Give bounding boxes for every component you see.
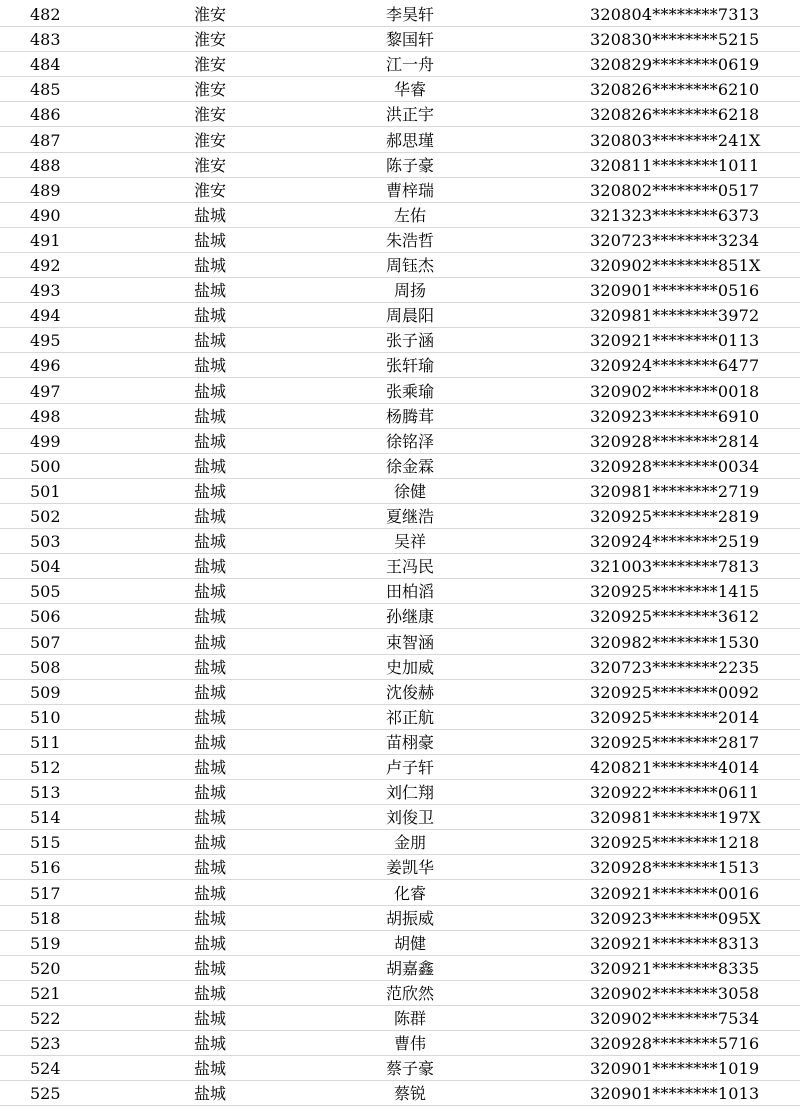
- row-number: 486: [30, 105, 61, 125]
- row-number: 487: [30, 130, 61, 150]
- table-row: [0, 579, 800, 604]
- row-name: 刘俊卫: [385, 808, 434, 828]
- table-row: [0, 604, 800, 629]
- row-name: 张乘瑜: [385, 381, 434, 401]
- row-city: 盐城: [193, 331, 226, 351]
- row-id-number: 320902********3058: [590, 983, 760, 1003]
- row-number: 504: [30, 557, 61, 577]
- row-number: 484: [30, 55, 61, 75]
- row-number: 492: [30, 256, 61, 275]
- row-id-number: 320804********7313: [590, 5, 760, 24]
- table-row: [0, 153, 800, 178]
- row-id-number: 320829********0619: [590, 55, 760, 75]
- row-id-number: 320925********2014: [590, 707, 760, 727]
- row-name: 夏继浩: [385, 507, 434, 526]
- table-row: [0, 278, 800, 303]
- table-row: [0, 504, 800, 529]
- row-city: 盐城: [193, 833, 226, 853]
- row-name: 范欣然: [385, 983, 434, 1003]
- row-id-number: 320924********6477: [590, 356, 760, 376]
- row-id-number: 320981********3972: [590, 306, 760, 326]
- row-city: 盐城: [193, 682, 226, 702]
- row-name: 黎国轩: [385, 30, 434, 50]
- row-name: 张轩瑜: [385, 356, 434, 376]
- row-id-number: 320826********6210: [590, 80, 760, 100]
- row-number: 488: [30, 155, 61, 175]
- row-city: 盐城: [193, 607, 226, 627]
- table-row: [0, 77, 800, 102]
- row-id-number: 320802********0517: [590, 180, 760, 200]
- row-name: 郝思瑾: [385, 130, 434, 150]
- row-id-number: 320803********241X: [590, 130, 761, 150]
- row-number: 518: [30, 908, 61, 928]
- row-number: 498: [30, 406, 61, 426]
- table-row: [0, 454, 800, 479]
- table-row: [0, 780, 800, 805]
- row-id-number: 320925********0092: [590, 682, 760, 702]
- row-id-number: 320923********6910: [590, 406, 760, 426]
- row-city: 盐城: [193, 983, 226, 1003]
- table-row: [0, 931, 800, 956]
- row-city: 盐城: [193, 858, 226, 878]
- row-name: 周扬: [393, 281, 426, 301]
- row-id-number: 320925********1218: [590, 833, 760, 853]
- row-city: 淮安: [193, 55, 226, 75]
- row-id-number: 321323********6373: [590, 205, 760, 225]
- table-row: [0, 1006, 800, 1031]
- row-city: 淮安: [193, 5, 226, 24]
- table-row: [0, 228, 800, 253]
- row-id-number: 320922********0611: [590, 783, 760, 803]
- row-name: 陈子豪: [385, 155, 434, 175]
- table-row: [0, 27, 800, 52]
- row-name: 祁正航: [385, 707, 434, 727]
- row-number: 499: [30, 431, 61, 451]
- row-id-number: 320923********095X: [590, 908, 761, 928]
- row-name: 王冯民: [385, 557, 434, 577]
- row-id-number: 320928********0034: [590, 456, 760, 476]
- row-name: 姜凯华: [385, 858, 434, 878]
- row-number: 514: [30, 808, 61, 828]
- row-name: 田柏滔: [385, 582, 434, 602]
- row-name: 孙继康: [385, 607, 434, 627]
- row-city: 盐城: [193, 356, 226, 376]
- row-city: 盐城: [193, 657, 226, 677]
- row-number: 512: [30, 758, 61, 777]
- row-city: 盐城: [193, 883, 226, 903]
- row-city: 盐城: [193, 431, 226, 451]
- row-number: 490: [30, 205, 61, 225]
- row-city: 盐城: [193, 230, 226, 250]
- row-number: 500: [30, 456, 61, 476]
- row-city: 盐城: [193, 1084, 226, 1104]
- row-number: 513: [30, 783, 61, 803]
- table-row: [0, 479, 800, 504]
- row-name: 刘仁翔: [385, 783, 434, 803]
- row-city: 盐城: [193, 507, 226, 526]
- row-name: 徐健: [393, 481, 426, 501]
- row-city: 盐城: [193, 582, 226, 602]
- table-row: [0, 881, 800, 906]
- row-name: 蔡锐: [393, 1084, 426, 1104]
- row-id-number: 320925********1415: [590, 582, 760, 602]
- row-id-number: 320924********2519: [590, 532, 760, 552]
- row-name: 史加威: [385, 657, 434, 677]
- row-city: 淮安: [193, 30, 226, 50]
- table-row: [0, 1056, 800, 1081]
- row-id-number: 320902********7534: [590, 1009, 760, 1028]
- row-city: 盐城: [193, 406, 226, 426]
- row-city: 盐城: [193, 1034, 226, 1054]
- row-city: 盐城: [193, 758, 226, 777]
- table-row: [0, 2, 800, 27]
- row-name: 周晨阳: [385, 306, 434, 326]
- row-name: 徐铭泽: [385, 431, 434, 451]
- row-city: 盐城: [193, 256, 226, 275]
- table-row: [0, 128, 800, 153]
- row-name: 江一舟: [385, 55, 434, 75]
- row-name: 沈俊赫: [385, 682, 434, 702]
- table-row: [0, 203, 800, 228]
- row-city: 盐城: [193, 908, 226, 928]
- row-number: 524: [30, 1059, 61, 1079]
- row-city: 盐城: [193, 205, 226, 225]
- row-number: 485: [30, 80, 61, 100]
- table-row: [0, 1031, 800, 1056]
- row-number: 508: [30, 657, 61, 677]
- row-number: 503: [30, 532, 61, 552]
- row-number: 511: [30, 732, 61, 752]
- table-row: [0, 353, 800, 378]
- row-id-number: 320901********1019: [590, 1059, 760, 1079]
- row-city: 盐城: [193, 707, 226, 727]
- table-row: [0, 379, 800, 404]
- row-city: 盐城: [193, 783, 226, 803]
- row-number: 493: [30, 281, 61, 301]
- row-city: 盐城: [193, 632, 226, 652]
- table-row: [0, 178, 800, 203]
- row-name: 金朋: [393, 833, 426, 853]
- row-id-number: 320928********5716: [590, 1034, 760, 1054]
- row-id-number: 320826********6218: [590, 105, 760, 125]
- table-row: [0, 981, 800, 1006]
- table-row: [0, 956, 800, 981]
- row-city: 盐城: [193, 532, 226, 552]
- row-number: 522: [30, 1009, 61, 1028]
- row-number: 509: [30, 682, 61, 702]
- row-id-number: 320921********8313: [590, 933, 760, 953]
- row-name: 华睿: [393, 80, 426, 100]
- row-id-number: 320723********2235: [590, 657, 760, 677]
- row-city: 淮安: [193, 80, 226, 100]
- row-number: 519: [30, 933, 61, 953]
- table-row: [0, 630, 800, 655]
- row-number: 510: [30, 707, 61, 727]
- row-name: 洪正宇: [385, 105, 434, 125]
- table-row: [0, 855, 800, 880]
- row-city: 盐城: [193, 306, 226, 326]
- table-row: [0, 253, 800, 278]
- row-id-number: 320928********1513: [590, 858, 760, 878]
- row-name: 朱浩哲: [385, 230, 434, 250]
- row-name: 苗栩豪: [385, 732, 434, 752]
- row-number: 482: [30, 5, 61, 24]
- row-id-number: 320928********2814: [590, 431, 760, 451]
- row-city: 淮安: [193, 130, 226, 150]
- row-id-number: 320981********197X: [590, 808, 761, 828]
- table-row: [0, 404, 800, 429]
- row-name: 周钰杰: [385, 256, 434, 275]
- table-row: [0, 805, 800, 830]
- table-row: [0, 328, 800, 353]
- row-name: 张子涵: [385, 331, 434, 351]
- row-name: 李昊轩: [385, 5, 434, 24]
- table-row: [0, 680, 800, 705]
- row-number: 501: [30, 481, 61, 501]
- row-city: 盐城: [193, 456, 226, 476]
- row-number: 525: [30, 1084, 61, 1104]
- row-name: 陈群: [393, 1009, 426, 1028]
- table-row: [0, 830, 800, 855]
- row-number: 505: [30, 582, 61, 602]
- row-name: 左佑: [393, 205, 426, 225]
- row-name: 化睿: [393, 883, 426, 903]
- row-id-number: 320921********0016: [590, 883, 760, 903]
- row-city: 淮安: [193, 105, 226, 125]
- row-number: 495: [30, 331, 61, 351]
- row-name: 卢子轩: [385, 758, 434, 777]
- row-number: 506: [30, 607, 61, 627]
- row-id-number: 320811********1011: [590, 155, 760, 175]
- row-number: 520: [30, 958, 61, 978]
- row-number: 523: [30, 1034, 61, 1054]
- row-city: 盐城: [193, 808, 226, 828]
- row-id-number: 320981********2719: [590, 481, 760, 501]
- row-name: 胡健: [393, 933, 426, 953]
- row-id-number: 320925********2819: [590, 507, 760, 526]
- table-row: [0, 755, 800, 780]
- table-row: [0, 529, 800, 554]
- row-city: 淮安: [193, 155, 226, 175]
- row-city: 盐城: [193, 381, 226, 401]
- row-id-number: 320723********3234: [590, 230, 760, 250]
- table-row: [0, 429, 800, 454]
- row-id-number: 320925********3612: [590, 607, 760, 627]
- row-city: 盐城: [193, 557, 226, 577]
- row-id-number: 420821********4014: [590, 758, 760, 777]
- row-id-number: 320830********5215: [590, 30, 760, 50]
- table-row: [0, 554, 800, 579]
- row-city: 淮安: [193, 180, 226, 200]
- row-name: 束智涵: [385, 632, 434, 652]
- row-number: 517: [30, 883, 61, 903]
- row-id-number: 320921********0113: [590, 331, 760, 351]
- row-name: 杨腾茸: [385, 406, 434, 426]
- row-number: 494: [30, 306, 61, 326]
- row-id-number: 321003********7813: [590, 557, 760, 577]
- table-row: [0, 102, 800, 127]
- row-name: 胡振威: [385, 908, 434, 928]
- table-row: [0, 303, 800, 328]
- row-number: 491: [30, 230, 61, 250]
- row-id-number: 320902********0018: [590, 381, 760, 401]
- row-id-number: 320902********851X: [590, 256, 761, 275]
- table-row: [0, 1081, 800, 1106]
- row-number: 515: [30, 833, 61, 853]
- row-id-number: 320921********8335: [590, 958, 760, 978]
- row-name: 徐金霖: [385, 456, 434, 476]
- row-number: 521: [30, 983, 61, 1003]
- table-row: [0, 730, 800, 755]
- row-city: 盐城: [193, 1059, 226, 1079]
- table-row: [0, 906, 800, 931]
- row-name: 吴祥: [393, 532, 426, 552]
- row-name: 胡嘉鑫: [385, 958, 434, 978]
- row-number: 483: [30, 30, 61, 50]
- row-city: 盐城: [193, 958, 226, 978]
- row-name: 曹伟: [393, 1034, 426, 1054]
- row-number: 496: [30, 356, 61, 376]
- row-id-number: 320901********1013: [590, 1084, 760, 1104]
- row-number: 502: [30, 507, 61, 526]
- row-city: 盐城: [193, 732, 226, 752]
- row-number: 507: [30, 632, 61, 652]
- row-city: 盐城: [193, 481, 226, 501]
- row-id-number: 320925********2817: [590, 732, 760, 752]
- row-name: 蔡子豪: [385, 1059, 434, 1079]
- row-city: 盐城: [193, 933, 226, 953]
- row-id-number: 320982********1530: [590, 632, 760, 652]
- row-number: 497: [30, 381, 61, 401]
- row-city: 盐城: [193, 1009, 226, 1028]
- row-id-number: 320901********0516: [590, 281, 760, 301]
- row-number: 489: [30, 180, 61, 200]
- table-row: [0, 655, 800, 680]
- table-row: [0, 52, 800, 77]
- row-number: 516: [30, 858, 61, 878]
- row-city: 盐城: [193, 281, 226, 301]
- table-row: [0, 705, 800, 730]
- row-name: 曹梓瑞: [385, 180, 434, 200]
